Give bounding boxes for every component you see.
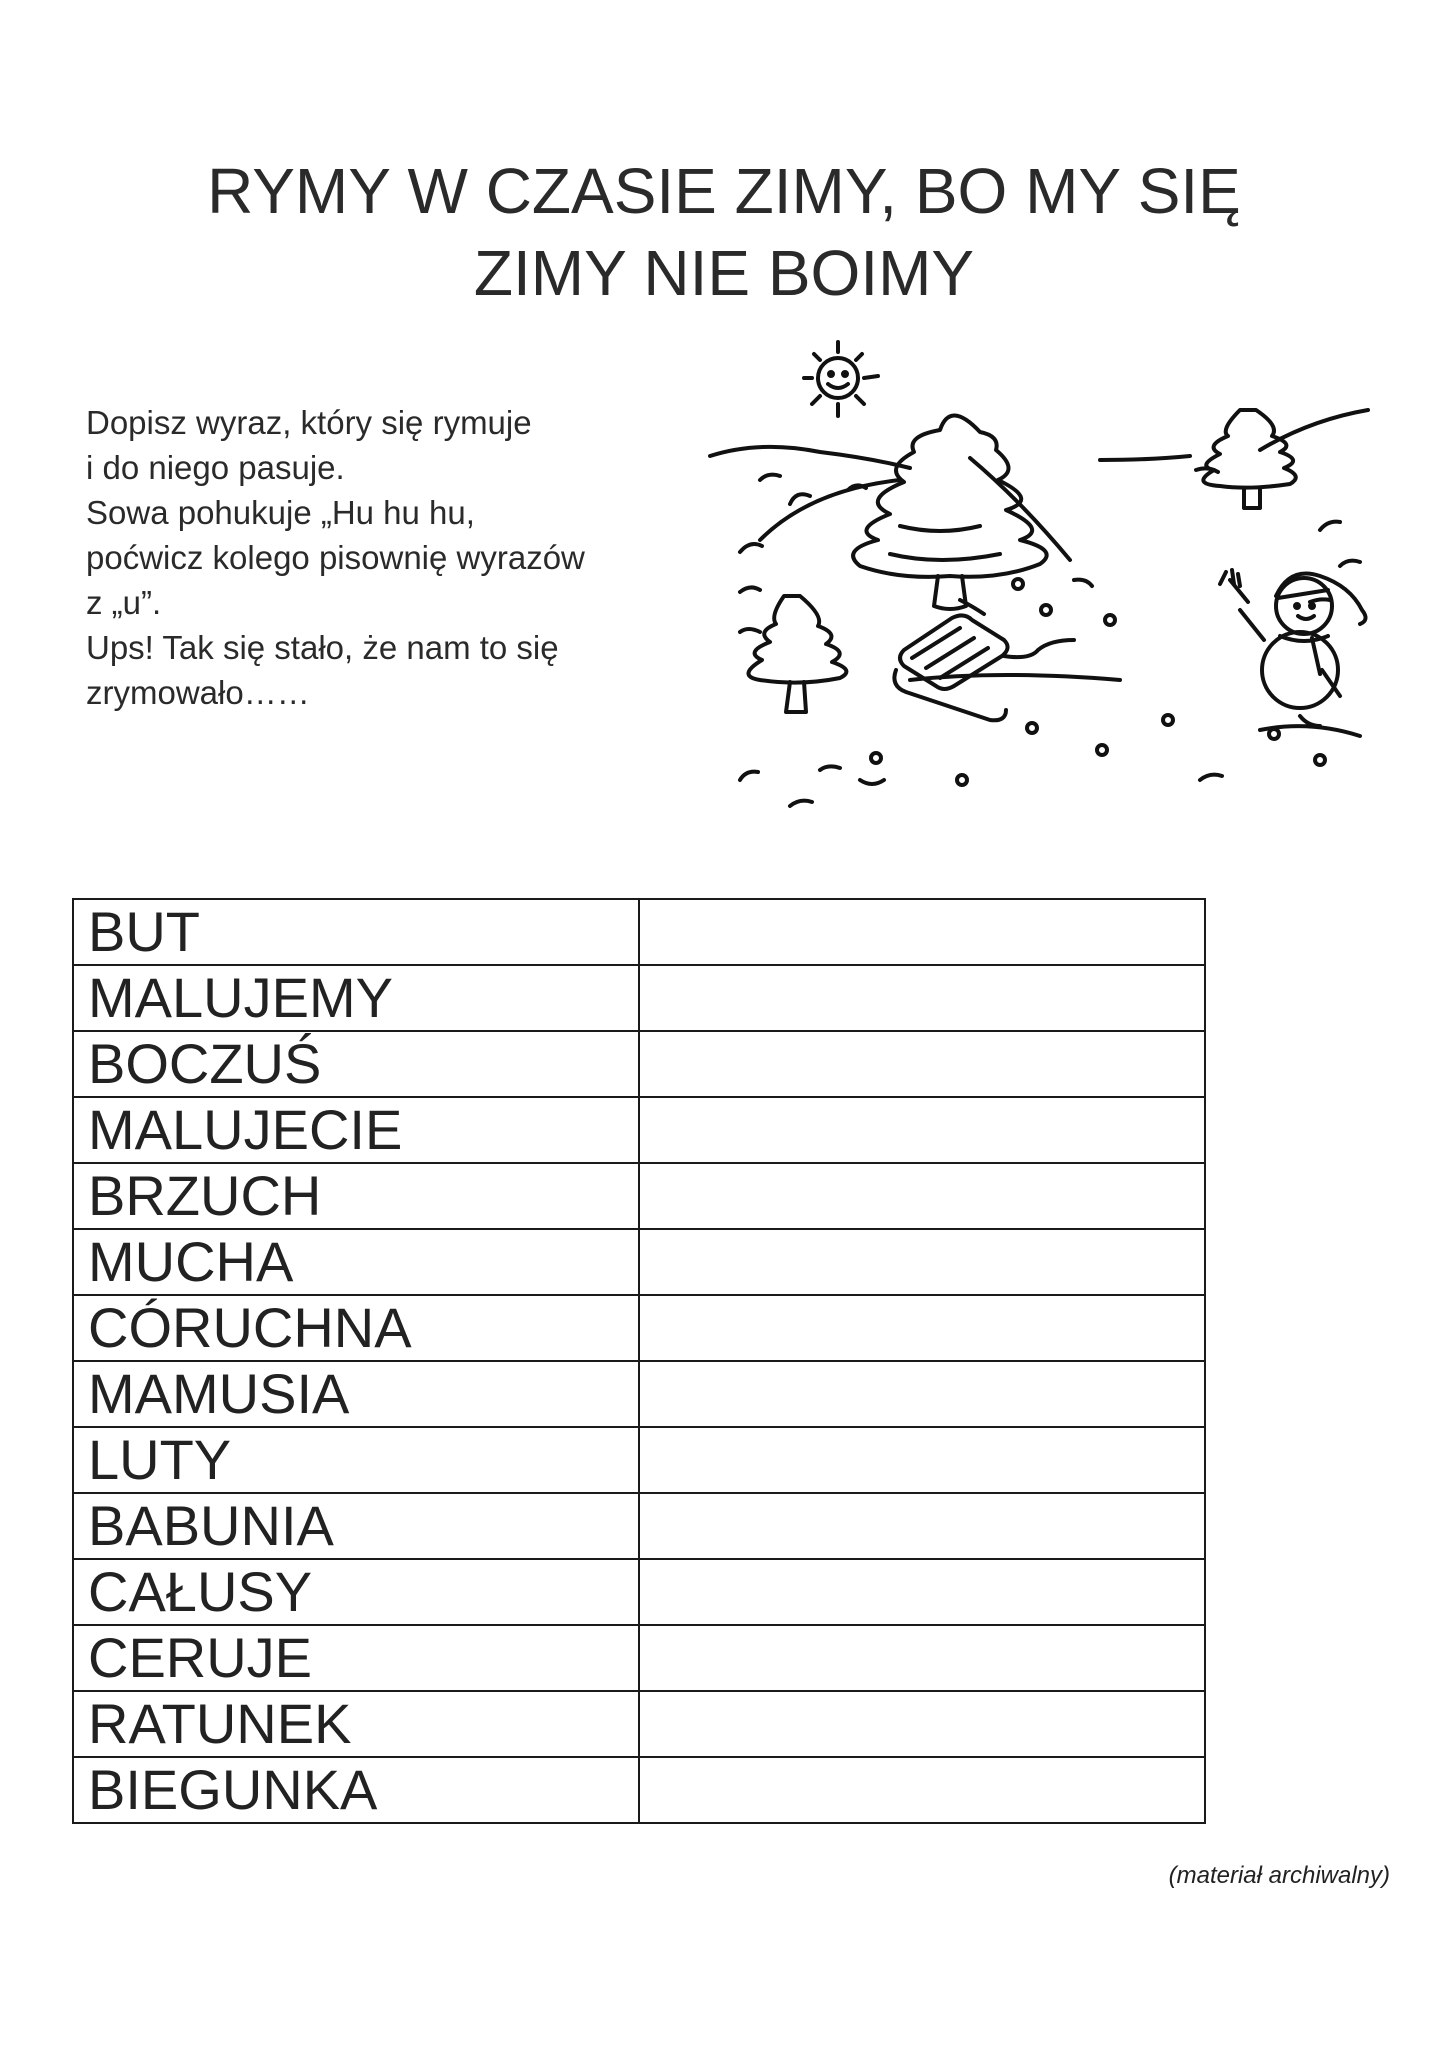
instruction-line: Dopisz wyraz, który się rymuje <box>86 404 532 441</box>
table-row <box>73 1295 1205 1361</box>
answer-cell[interactable] <box>639 1097 1205 1163</box>
table-row <box>73 1625 1205 1691</box>
hill-line <box>1260 410 1368 450</box>
rhyme-table <box>72 898 1206 1824</box>
word-cell: BUT <box>73 899 639 965</box>
footer-note: (materiał archiwalny) <box>1168 1862 1390 1889</box>
answer-cell[interactable] <box>639 1427 1205 1493</box>
word-cell: CERUJE <box>73 1625 639 1691</box>
instruction-line: zrymowało…… <box>86 674 310 711</box>
title-line-1: RYMY W CZASIE ZIMY, BO MY SIĘ <box>207 155 1241 227</box>
instructions <box>86 400 686 715</box>
table-row <box>73 1163 1205 1229</box>
word-cell: BRZUCH <box>73 1163 639 1229</box>
word-cell: MUCHA <box>73 1229 639 1295</box>
tree-icon <box>748 596 846 712</box>
snowman-icon <box>1220 570 1366 708</box>
answer-cell[interactable] <box>639 1229 1205 1295</box>
hill-line <box>970 458 1070 560</box>
word-cell: MALUJECIE <box>73 1097 639 1163</box>
answer-cell[interactable] <box>639 1361 1205 1427</box>
answer-cell[interactable] <box>639 1559 1205 1625</box>
word-cell: BOCZUŚ <box>73 1031 639 1097</box>
hill-line <box>760 480 900 540</box>
table-row <box>73 1097 1205 1163</box>
table-row <box>73 1691 1205 1757</box>
instruction-line: z „u”. <box>86 584 162 621</box>
sun-icon <box>804 342 878 416</box>
word-cell: CAŁUSY <box>73 1559 639 1625</box>
instruction-line: Sowa pohukuje „Hu hu hu, <box>86 494 475 531</box>
instruction-line: poćwicz kolego pisownię wyrazów <box>86 539 585 576</box>
table-row <box>73 965 1205 1031</box>
answer-cell[interactable] <box>639 1295 1205 1361</box>
tree-icon <box>1203 410 1295 508</box>
instruction-line: Ups! Tak się stało, że nam to się <box>86 629 559 666</box>
word-cell: BABUNIA <box>73 1493 639 1559</box>
table-row <box>73 1427 1205 1493</box>
page-title <box>0 150 1448 314</box>
word-cell: RATUNEK <box>73 1691 639 1757</box>
word-cell: LUTY <box>73 1427 639 1493</box>
table-row <box>73 1493 1205 1559</box>
answer-cell[interactable] <box>639 1031 1205 1097</box>
table-row <box>73 1229 1205 1295</box>
table-row <box>73 1031 1205 1097</box>
hill-line <box>710 447 910 468</box>
instruction-line: i do niego pasuje. <box>86 449 345 486</box>
answer-cell[interactable] <box>639 1757 1205 1823</box>
table-row <box>73 899 1205 965</box>
sled-icon <box>894 615 1074 720</box>
hill-line <box>1100 456 1190 460</box>
winter-illustration <box>700 340 1380 820</box>
answer-cell[interactable] <box>639 1493 1205 1559</box>
table-row <box>73 1559 1205 1625</box>
answer-cell[interactable] <box>639 965 1205 1031</box>
answer-cell[interactable] <box>639 1691 1205 1757</box>
title-line-2: ZIMY NIE BOIMY <box>473 237 975 309</box>
answer-cell[interactable] <box>639 899 1205 965</box>
table-row <box>73 1361 1205 1427</box>
answer-cell[interactable] <box>639 1625 1205 1691</box>
word-cell: MAMUSIA <box>73 1361 639 1427</box>
word-cell: BIEGUNKA <box>73 1757 639 1823</box>
word-cell: MALUJEMY <box>73 965 639 1031</box>
word-cell: CÓRUCHNA <box>73 1295 639 1361</box>
table-row <box>73 1757 1205 1823</box>
answer-cell[interactable] <box>639 1163 1205 1229</box>
